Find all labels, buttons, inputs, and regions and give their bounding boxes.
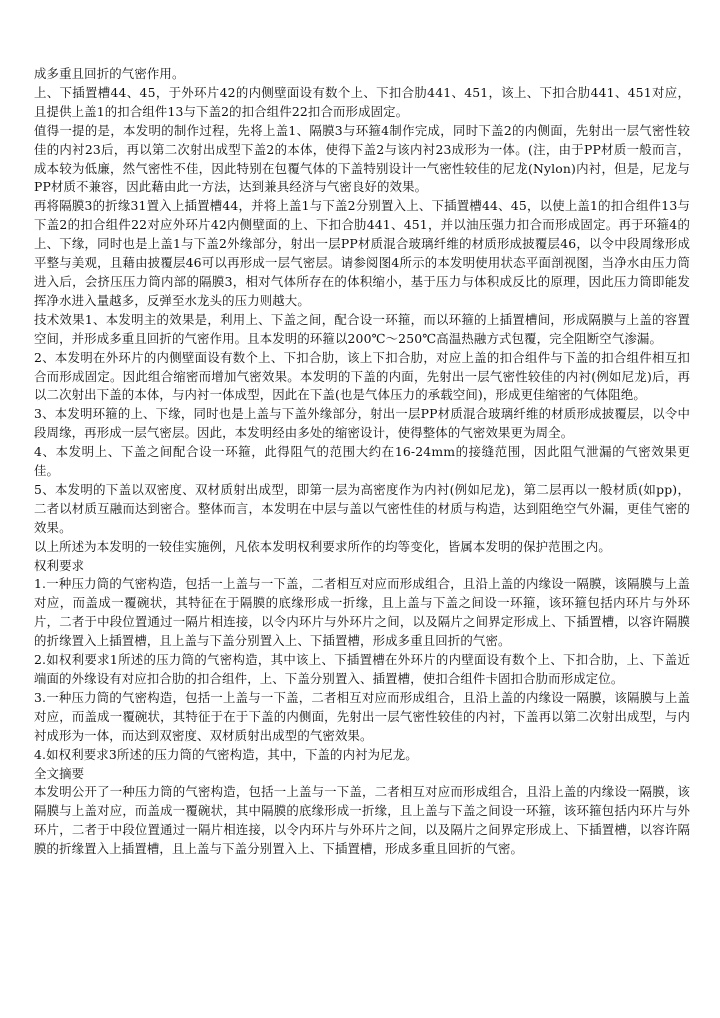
- paragraph-conclusion: 以上所述为本发明的一较佳实施例，凡依本发明权利要求所作的均等变化，皆属本发明的保护范围之内。: [34, 538, 611, 554]
- claim-3: 3.一种压力筒的气密构造，包括一上盖与一下盖，二者相互对应而形成组合，且沿上盖的内缘设一隔膜，该隔膜与上盖对应，而盖成一覆碗状，其特征于在于下盖的内侧面，先射出一层气密性较佳的内衬，下盖再以第二次射出成型，与内衬成形为一体，而达到双密度、双材质射出成型的气密效果。: [34, 689, 690, 743]
- paragraph-effect-4: 4、本发明上、下盖之间配合设一环箍，此得阻气的范围大约在16-24mm的接缝范围，因此阻气泄漏的气密效果更佳。: [34, 444, 690, 479]
- claims-heading: 权利要求: [34, 557, 85, 573]
- claim-2: 2.如权利要求1所述的压力筒的气密构造，其中该上、下插置槽在外环片的内壁面设有数个上、下扣合肋，上、下盖近端面的外缘设有对应扣合肋的扣合组件，上、下盖分别置入、插置槽，使扣合组件卡固扣合肋而形成定位。: [34, 652, 690, 686]
- document-page: [34, 65, 690, 859]
- claim-4: 4.如权利要求3所述的压力筒的气密构造，其中，下盖的内衬为尼龙。: [34, 746, 418, 762]
- paragraph-effect-3: 3、本发明环箍的上、下缘，同时也是上盖与下盖外缘部分，射出一层PP材质混合玻璃纤维的材质形成披覆层，以令中段周缘，再形成一层气密层。因此，本发明经由多处的缩密设计，使得整体的气密效果更为周全。: [34, 406, 690, 441]
- abstract-heading: 全文摘要: [34, 765, 85, 781]
- paragraph-insert-grooves: 上、下插置槽44、45，于外环片42的内侧壁面设有数个上、下扣合肋441、451，该上、下扣合肋441、451对应，且提供上盖1的扣合组件13与下盖2的扣合组件22扣合而形成固定。: [34, 84, 690, 119]
- paragraph-continuation: 成多重且回折的气密作用。: [34, 66, 185, 81]
- abstract-text: 本发明公开了一种压力筒的气密构造，包括一上盖与一下盖，二者相互对应而形成组合，且沿上盖的内缘设一隔膜，该隔膜与上盖对应，而盖成一覆碗状，其中隔膜的底缘形成一折缘，且上盖与下盖之间设一环箍，该环箍包括内环片与外环片，二者于中段位置通过一隔片相连接，以令内环片与外环片之间，以及隔片之间界定形成上、下插置槽，以容许隔膜的折缘置入上插置槽，且上盖与下盖分别置入上、下插置槽，形成多重且回折的气密。: [34, 784, 690, 857]
- paragraph-effect-2: 2、本发明在外环片的内侧壁面设有数个上、下扣合肋，该上下扣合肋，对应上盖的扣合组件与下盖的扣合组件相互扣合而形成固定。因此组合缩密而增加气密效果。本发明的下盖的内面，先射出一层气密性较佳的内衬(例如尼龙)后，再以二次射出下盖的本体，与内衬一体成型，因此在下盖(也是气体压力的承载空间)，形成更佳缩密的气体阻绝。: [34, 349, 690, 403]
- paragraph-assembly: 再将隔膜3的折缘31置入上插置槽44，并将上盖1与下盖2分别置入上、下插置槽44、45，以使上盖1的扣合组件13与下盖2的扣合组件22对应外环片42内侧壁面的上、下扣合肋441、451，并以油压强力扣合而形成固定。再于环箍4的上、下缘，同时也是上盖1与下盖2外缘部分，射出一层PP材质混合玻璃纤维的材质形成披覆层46，以令中段周缘形成平整与美观，且藉由披覆层46可以再形成一层气密层。请参阅图4所示的本发明使用状态平面剖视图，当净水由压力筒进入后，会挤压压力筒内部的隔膜3，相对气体所存在的体积缩小，基于压力与体积成反比的原理，因此压力筒即能发挥净水进入量越多，反弹至水龙头的压力则越大。: [34, 198, 690, 308]
- paragraph-effect-5: 5、本发明的下盖以双密度、双材质射出成型，即第一层为高密度作为内衬(例如尼龙)，第二层再以一般材质(如pp)，二者以材质互融而达到密合。整体而言，本发明在中层与盖以气密性佳的材质与构造，达到阻绝空气外漏，更佳气密的效果。: [34, 481, 690, 535]
- paragraph-manufacturing: 值得一提的是，本发明的制作过程，先将上盖1、隔膜3与环箍4制作完成，同时下盖2的内侧面，先射出一层气密性较佳的内衬23后，再以第二次射出成型下盖2的本体，使得下盖2与该内衬23成形为一体。(注，由于PP材质一般而言，成本较为低廉，然气密性不佳，因此特别在包覆气体的下盖特别设计一气密性较佳的尼龙(Nylon)内衬，但是，尼龙与PP材质不兼容，因此藉由此一方法，达到兼具经济与气密良好的效果。: [34, 122, 690, 195]
- paragraph-effect-1: 技术效果1、本发明主的效果是，利用上、下盖之间，配合设一环箍，而以环箍的上插置槽间，形成隔膜与上盖的容置空间，并形成多重且回折的气密作用。且本发明的环箍以200℃～250℃高温热融方式包覆，完全阻断空气渗漏。: [34, 311, 690, 346]
- claim-1: 1.一种压力筒的气密构造，包括一上盖与一下盖，二者相互对应而形成组合，且沿上盖的内缘设一隔膜，该隔膜与上盖对应，而盖成一覆碗状，其特征在于隔膜的底缘形成一折缘，且上盖与下盖之间设一环箍，该环箍包括内环片与外环片，二者于中段位置通过一隔片相连接，以令内环片与外环片之间，以及隔片之间界定形成上、下插置槽，以容许隔膜的折缘置入上插置槽，且上盖与下盖分别置入上、下插置槽，形成多重且回折的气密。: [34, 576, 690, 649]
